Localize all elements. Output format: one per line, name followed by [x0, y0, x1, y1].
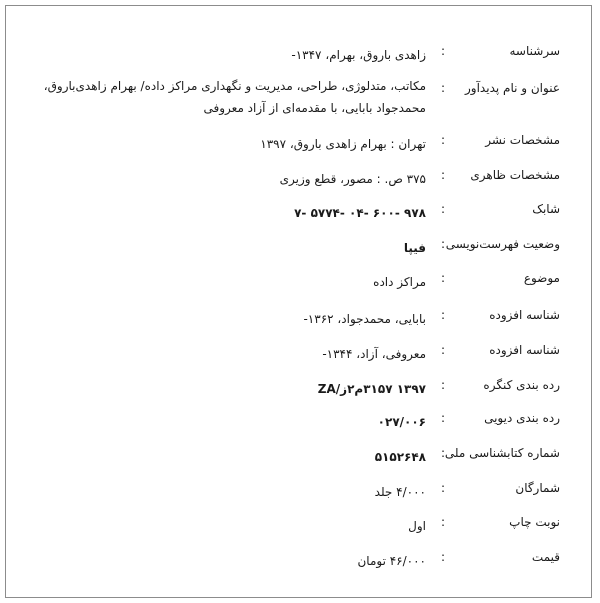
field-separator: :: [440, 168, 445, 182]
field-separator: :: [440, 81, 445, 95]
row-lc-classification: [6, 376, 591, 410]
row-physical-description: [6, 166, 591, 200]
field-label: شابک: [532, 202, 560, 216]
field-value: مکاتب، متدلوژی، طراحی، مدیریت و نگهداری مراکز داده/ بهرام زاهدی‌باروق، محمدجواد بابایی، با مقدمه‌ای از آزاد معروفی: [43, 79, 426, 115]
row-subject: [6, 269, 591, 303]
field-separator: :: [440, 515, 445, 529]
field-label: شماره کتابشناسی ملی: [444, 446, 560, 460]
field-label: مشخصات ظاهری: [470, 168, 560, 182]
row-dewey-classification: [6, 409, 591, 443]
field-label: رده بندی دیویی: [484, 411, 560, 425]
row-price: [6, 548, 591, 582]
field-separator: :: [440, 308, 445, 322]
field-value: ۵۱۵۲۶۴۸: [374, 450, 426, 464]
row-isbn: [6, 200, 591, 234]
field-value: ۴/۰۰۰ جلد: [374, 485, 426, 499]
field-label: شمارگان: [515, 481, 560, 495]
field-label: مشخصات نشر: [485, 133, 560, 147]
field-value: اول: [408, 519, 426, 533]
field-value: ۳۷۵ ص. : مصور، قطع وزیری: [279, 172, 426, 186]
row-publication: [6, 131, 591, 165]
field-value: معروفی، آزاد، ۱۳۴۴-: [322, 347, 426, 361]
row-added-entry-1: [6, 306, 591, 340]
field-value: مراکز داده: [373, 275, 426, 289]
field-separator: :: [440, 44, 445, 58]
row-title-statement: [6, 79, 591, 113]
field-label: موضوع: [523, 271, 560, 285]
field-label: وضعیت فهرست‌نویسی: [445, 237, 560, 251]
field-label: قیمت: [531, 550, 560, 564]
field-label: شناسه افزوده: [489, 308, 560, 322]
field-separator: :: [440, 481, 445, 495]
row-edition: [6, 513, 591, 547]
field-separator: :: [440, 411, 445, 425]
field-separator: :: [440, 271, 445, 285]
field-label: نوبت چاپ: [509, 515, 560, 529]
row-main-entry: [6, 42, 591, 76]
row-added-entry-2: [6, 341, 591, 375]
field-value: تهران : بهرام زاهدی باروق، ۱۳۹۷: [260, 137, 426, 151]
field-value: ۱۳۹۷ ۳۱۵۷م۲ز/ZA: [317, 382, 426, 396]
field-value: ۹۷۸ -۶۰۰ -۰۴ -۵۷۷۴ -۷: [294, 206, 426, 220]
row-national-bibliography-number: [6, 444, 591, 478]
field-separator: :: [440, 550, 445, 564]
field-label: سرشناسه: [509, 44, 560, 58]
row-print-run: [6, 479, 591, 513]
field-label: رده بندی کنگره: [483, 378, 560, 392]
field-label: شناسه افزوده: [489, 343, 560, 357]
field-value: زاهدی باروق، بهرام، ۱۳۴۷-: [291, 48, 426, 62]
field-separator: :: [440, 133, 445, 147]
field-separator: :: [440, 202, 445, 216]
field-separator: :: [440, 446, 445, 460]
field-separator: :: [440, 343, 445, 357]
field-separator: :: [440, 237, 445, 251]
field-value: ۰۲۷/۰۰۶: [377, 415, 426, 429]
field-separator: :: [440, 378, 445, 392]
field-value: بابایی، محمدجواد، ۱۳۶۲-: [303, 312, 426, 326]
field-value: فیپا: [403, 241, 426, 255]
row-cataloging-status: [6, 235, 591, 269]
catalog-card: [5, 5, 592, 598]
field-value: ۴۶/۰۰۰ تومان: [357, 554, 426, 568]
field-label: عنوان و نام پدیدآور: [465, 81, 560, 95]
